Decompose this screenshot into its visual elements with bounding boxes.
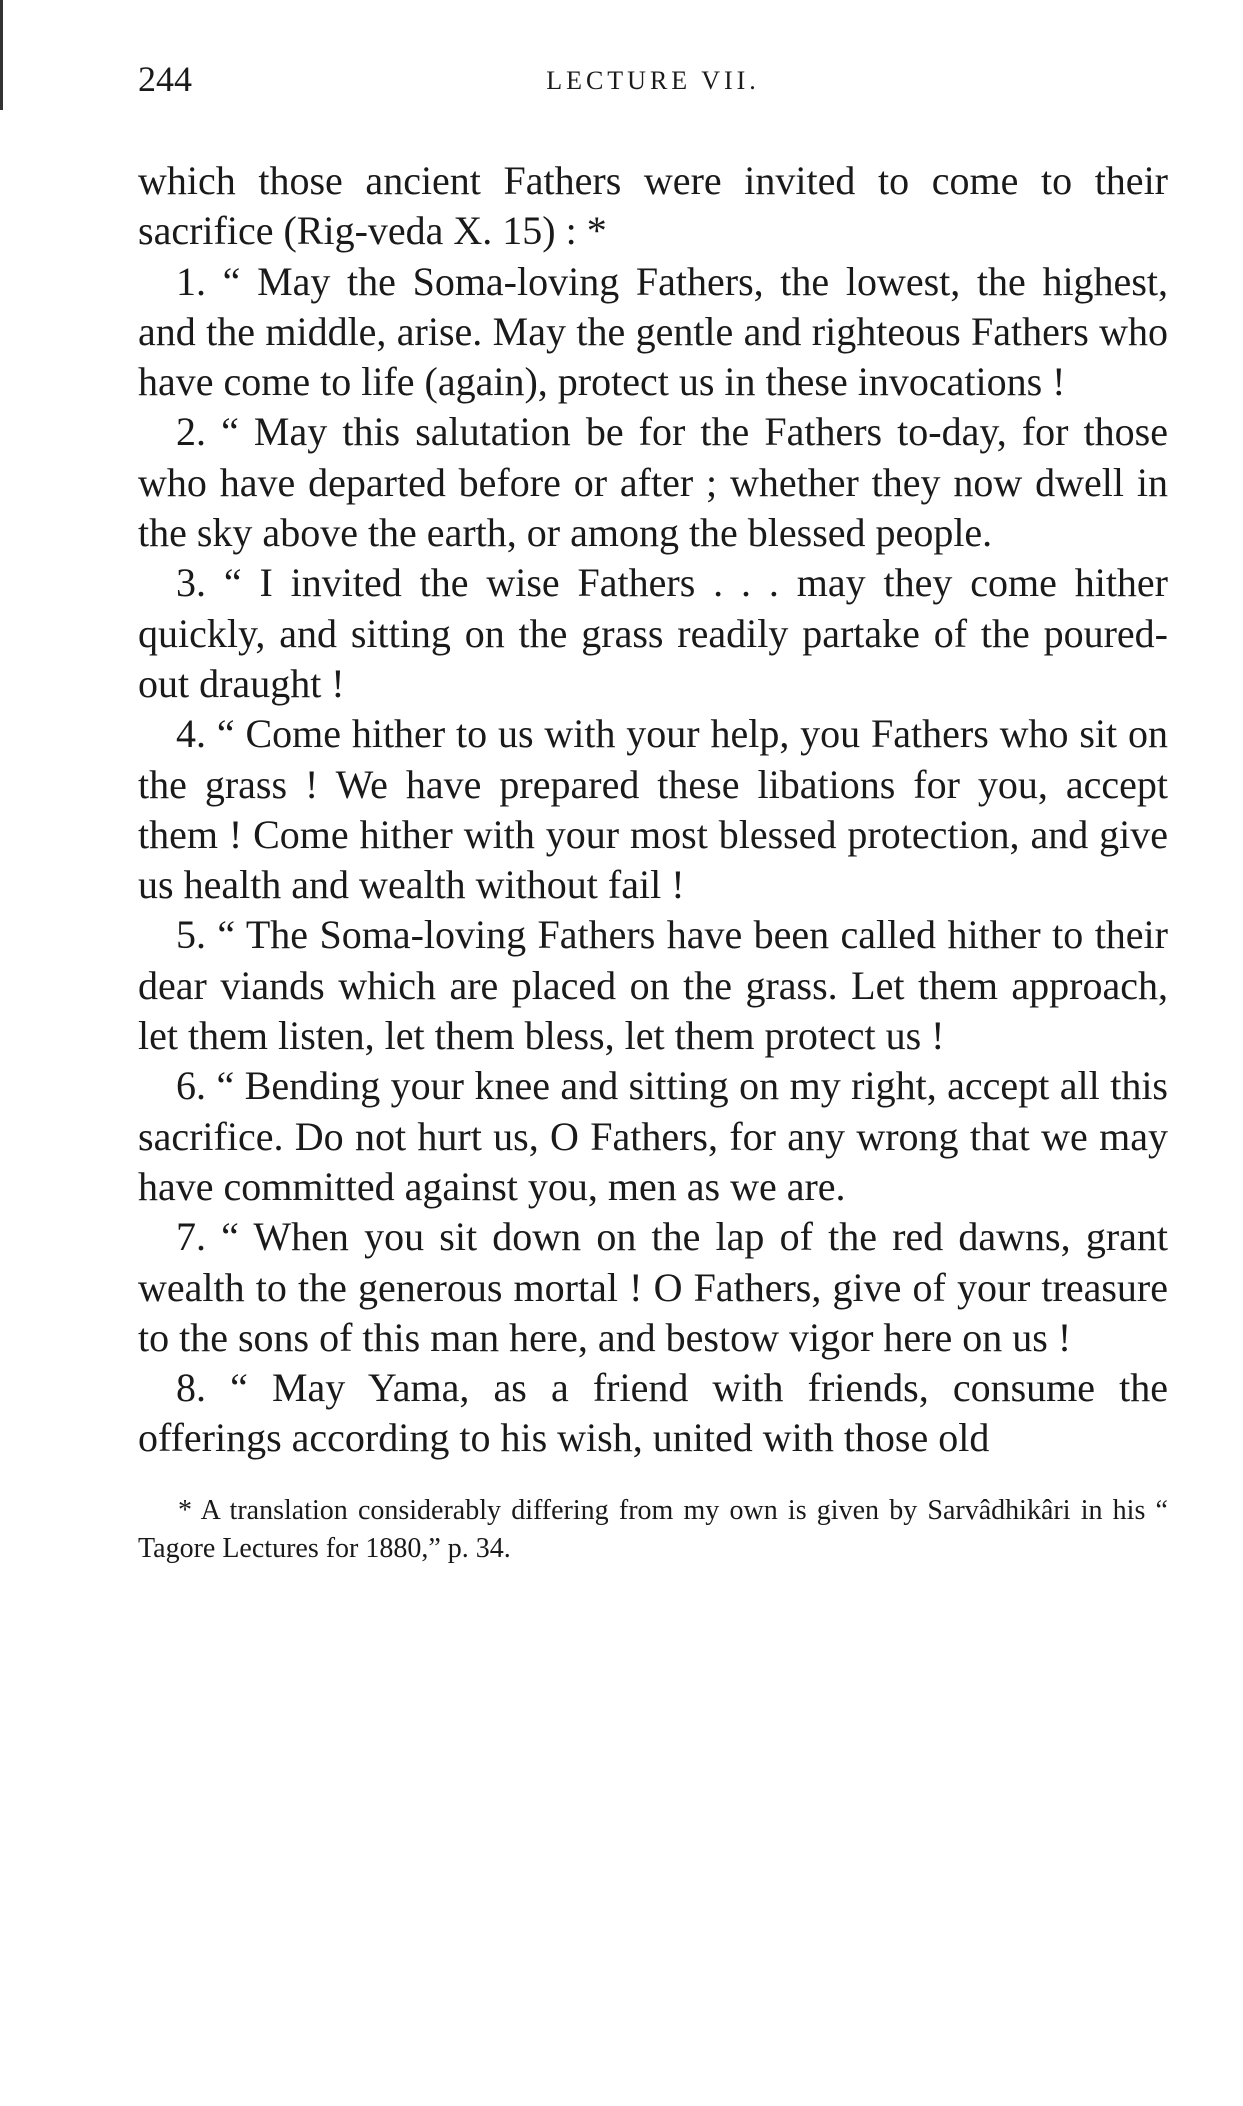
verse-6: 6. “ Bending your knee and sitting on my right, accept all this sacrifice. Do not hurt us, O Fathers, for any wrong that we may have committed against you, men as we are. xyxy=(138,1063,1168,1209)
verse-3: 3. “ I invited the wise Fathers . . . may they come hither quickly, and sitting on the grass readily partake of the poured-out draught ! xyxy=(138,560,1168,706)
verse-8: 8. “ May Yama, as a friend with friends, consume the offerings according to his wish, united with those old xyxy=(138,1365,1168,1461)
page-edge-mark xyxy=(0,0,3,110)
body-text xyxy=(138,156,1168,1464)
verse-1: 1. “ May the Soma-loving Fathers, the lowest, the highest, and the middle, arise. May the gentle and righteous Fathers who have come to life (again), protect us in these invocations ! xyxy=(138,258,1168,405)
verse-5: 5. “ The Soma-loving Fathers have been called hither to their dear viands which are placed on the grass. Let them approach, let them listen, let them bless, let them protect us ! xyxy=(138,912,1168,1059)
verse-2: 2. “ May this salutation be for the Fathers to-day, for those who have departed before or after ; whether they now dwell in the sky above the earth, or among the blessed people. xyxy=(138,409,1168,556)
chapter-title: LECTURE VII. xyxy=(546,66,760,95)
footnote-text: * A translation considerably differing from my own is given by Sarvâdhikâri in his “ Tagore Lectures for 1880,” p. 34. xyxy=(138,1494,1168,1564)
paragraph-intro: which those ancient Fathers were invited to come to their sacrifice (Rig-veda X. 15) : * xyxy=(138,158,1168,254)
book-page xyxy=(138,52,1168,1568)
footnote xyxy=(138,1492,1168,1568)
page-number: 244 xyxy=(138,59,192,99)
running-header xyxy=(138,52,1168,112)
verse-7: 7. “ When you sit down on the lap of the red dawns, grant wealth to the generous mortal ! O Fathers, give of your treasure to the sons of this man here, and bestow vigor here on us ! xyxy=(138,1214,1168,1360)
verse-4: 4. “ Come hither to us with your help, you Fathers who sit on the grass ! We have prepared these libations for you, accept them ! Come hither with your most blessed protection, and give us health and wealth without fail ! xyxy=(138,711,1168,908)
